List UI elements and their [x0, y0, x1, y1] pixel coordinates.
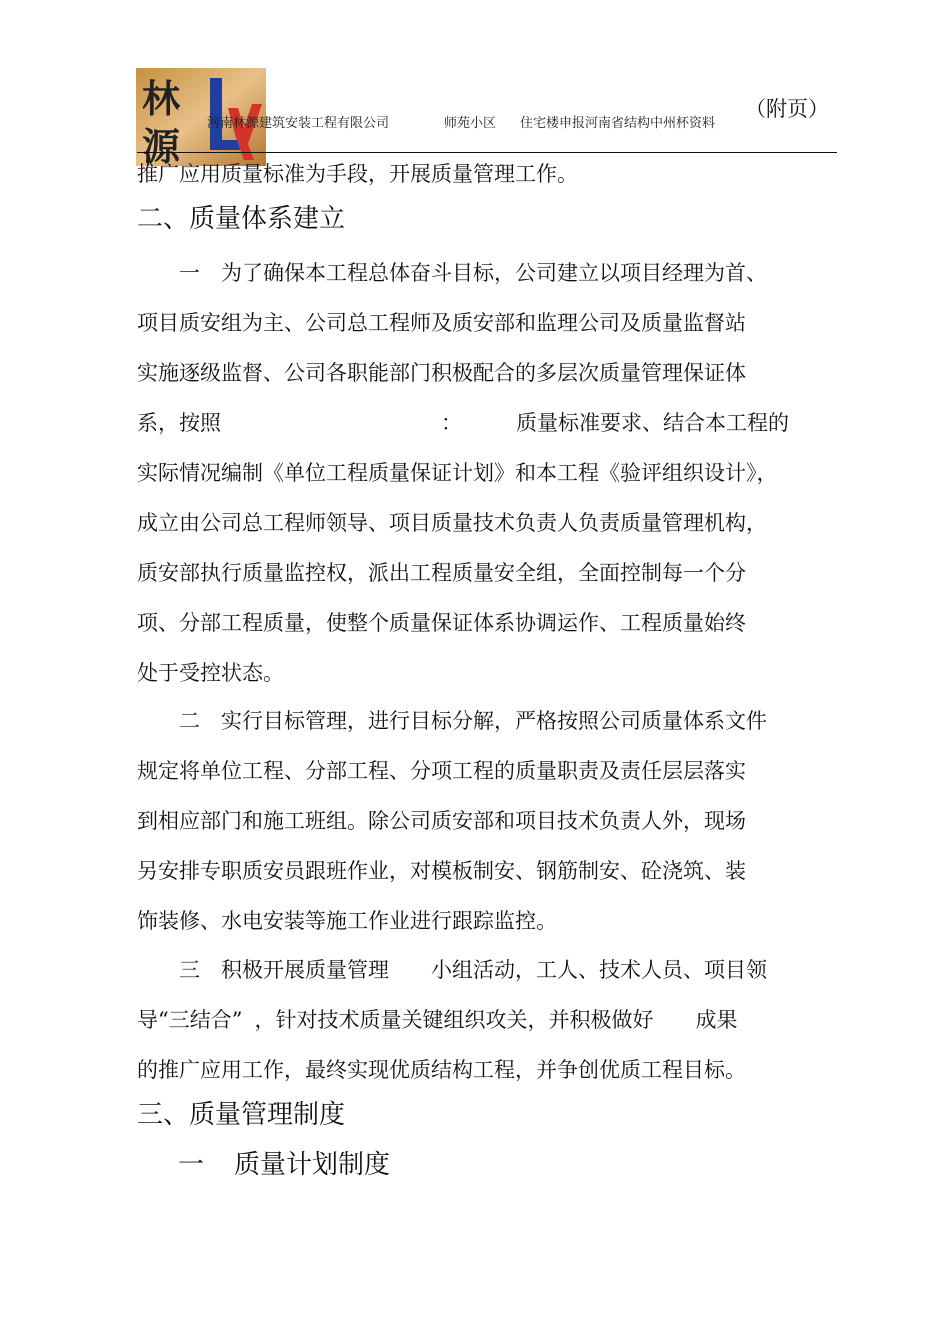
paragraph-2-number: 二 — [179, 709, 200, 733]
section-3-title: 三、质量管理制度 — [137, 1100, 346, 1130]
header-project: 师苑小区 — [444, 116, 497, 131]
logo-char-1: 林 — [142, 77, 181, 121]
paragraph-3: 三 积极开展质量管理 小组活动，工人、技术人员、项目领 导“三结合” ，针对技术质量关键组织攻关，并积极做好 成果 的推广应用工作，最终实现优质结构工程，并争创优质工程目标。 — [137, 958, 767, 1082]
paragraph-1-number: 一 — [179, 261, 200, 285]
header-subject: 住宅楼申报河南省结构中州杯资料 — [520, 116, 716, 131]
subsection-1-title: 一 质量计划制度 — [178, 1150, 391, 1180]
paragraph-1: 一 为了确保本工程总体奋斗目标，公司建立以项目经理为首、 项目质安组为主、公司总工程师及质安部和监理公司及质量监督站 实施逐级监督、公司各职能部门积极配合的多层次质量管理保证体 系，按照 ： 质量标准要求、结合本工程的 实际情况编制《单位工程质量保证计划》和本工程《验评组织设计》， 成立由公司总工程师领导、项目质量技术负责人负责质量管理机构， 质安部执行质量监控权，派出工程质量安全组，全面控制每一个分 项、分部工程质量，使整个质量保证体系协调运作、工程质量始终 处于受控状态。 — [137, 261, 789, 685]
subsection-1-number: 一 — [178, 1150, 205, 1180]
paragraph-2: 二 实行目标管理，进行目标分解，严格按照公司质量体系文件 规定将单位工程、分部工程、分项工程的质量职责及责任层层落实 到相应部门和施工班组。除公司质安部和项目技术负责人外，现场 另安排专职质安员跟班作业，对模板制安、钢筋制安、砼浇筑、装 饰装修、水电安装等施工作业进行跟踪监控。 — [137, 709, 767, 933]
section-2-title: 二、质量体系建立 — [137, 204, 346, 234]
paragraph-continuation: 推广应用质量标准为手段，开展质量管理工作。 — [137, 162, 578, 186]
logo-char-2: 源 — [142, 125, 181, 166]
header-company: 河南林源建筑安装工程有限公司 — [207, 116, 390, 131]
paragraph-3-number: 三 — [179, 958, 200, 982]
header-attachment-tag: （附页） — [745, 97, 829, 121]
